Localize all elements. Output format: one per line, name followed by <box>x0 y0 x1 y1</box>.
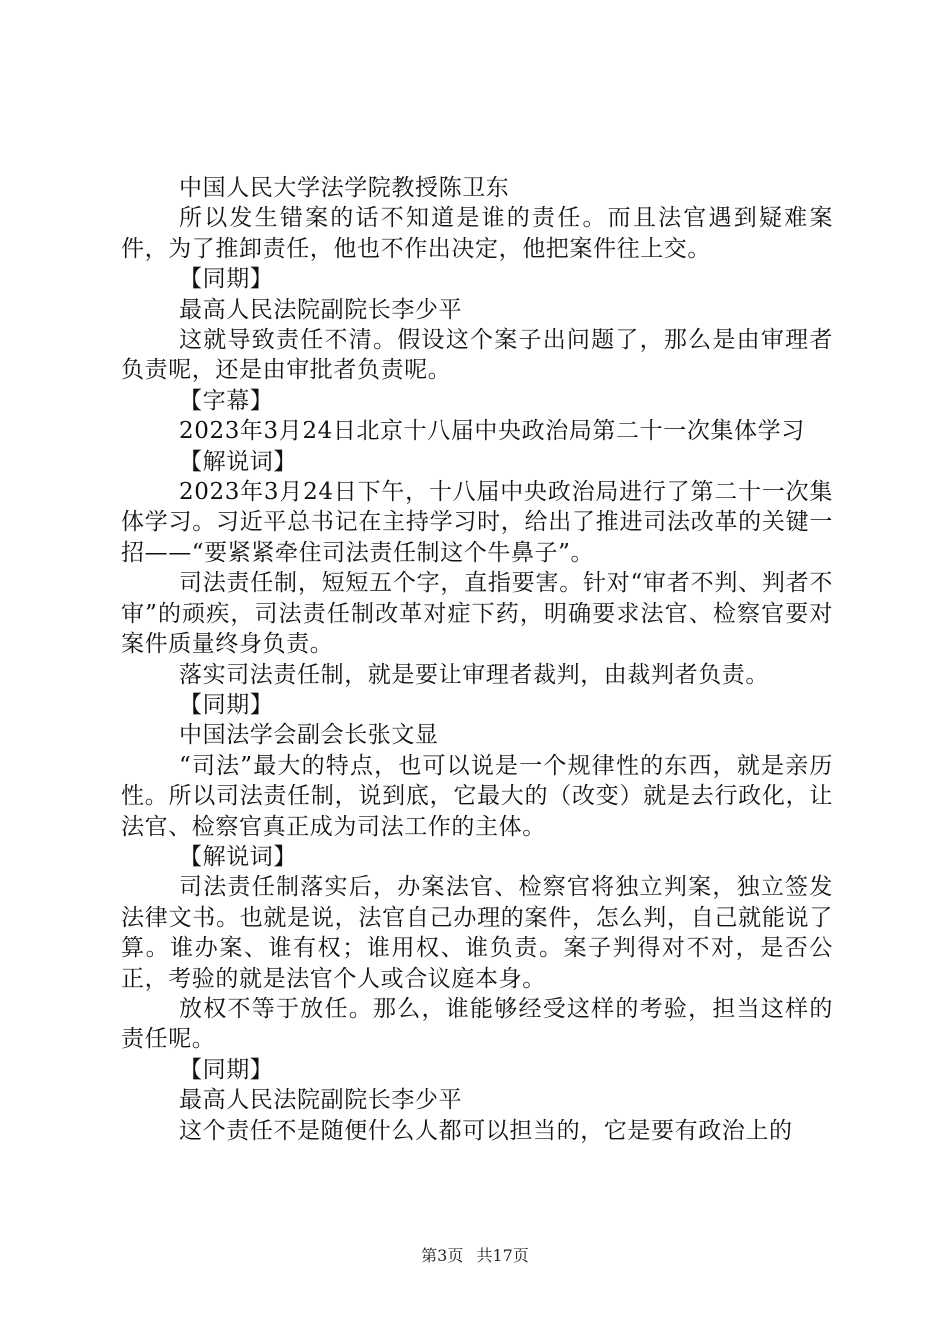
speaker-line: 中国法学会副会长张文显 <box>179 722 439 749</box>
narration-paragraph: 2023年3月24日下午，十八届中央政治局进行了第二十一次集体学习。习近平总书记在主持学习时，给出了推进司法改革的关键一招——“要紧紧牵住司法责任制这个牛鼻子”。 <box>121 479 833 566</box>
narration-paragraph: 落实司法责任制，就是要让审理者裁判，由裁判者负责。 <box>179 661 769 688</box>
quote-paragraph: “司法”最大的特点，也可以说是一个规律性的东西，就是亲历性。所以司法责任制，说到底，它最大的（改变）就是去行政化，让法官、检察官真正成为司法工作的主体。 <box>121 752 833 840</box>
document-body <box>121 173 833 1146</box>
speaker-line: 中国人民大学法学院教授陈卫东 <box>179 175 510 201</box>
page-total: 共17页 <box>476 1246 529 1265</box>
section-tag: 【解说词】 <box>179 448 297 475</box>
section-tag: 【同期】 <box>179 1056 274 1083</box>
quote-paragraph: 所以发生错案的话不知道是谁的责任。而且法官遇到疑难案件，为了推卸责任，他也不作出决定，他把案件往上交。 <box>121 205 833 262</box>
narration-paragraph: 放权不等于放任。那么，谁能够经受这样的考验，担当这样的责任呢。 <box>121 995 833 1053</box>
section-tag: 【解说词】 <box>179 843 297 870</box>
page-number: 第3页 <box>421 1246 464 1265</box>
caption-paragraph: 2023年3月24日北京十八届中央政治局第二十一次集体学习 <box>179 418 805 445</box>
section-tag: 【字幕】 <box>179 387 274 414</box>
narration-paragraph: 司法责任制，短短五个字，直指要害。针对“审者不判、判者不审”的顽疾，司法责任制改革对症下药，明确要求法官、检察官要对案件质量终身负责。 <box>121 570 833 658</box>
speaker-line: 最高人民法院副院长李少平 <box>179 296 463 323</box>
quote-paragraph: 这就导致责任不清。假设这个案子出问题了，那么是由审理者负责呢，还是由审批者负责呢。 <box>121 327 833 384</box>
page-footer <box>0 1243 950 1266</box>
section-tag: 【同期】 <box>179 266 274 293</box>
quote-paragraph: 这个责任不是随便什么人都可以担当的，它是要有政治上的 <box>179 1117 793 1144</box>
section-tag: 【同期】 <box>179 691 274 718</box>
narration-paragraph: 司法责任制落实后，办案法官、检察官将独立判案，独立签发法律文书。也就是说，法官自己办理的案件，怎么判，自己就能说了算。谁办案、谁有权；谁用权、谁负责。案子判得对不对，是否公正，考验的就是法官个人或合议庭本身。 <box>121 874 833 992</box>
speaker-line: 最高人民法院副院长李少平 <box>179 1087 463 1114</box>
